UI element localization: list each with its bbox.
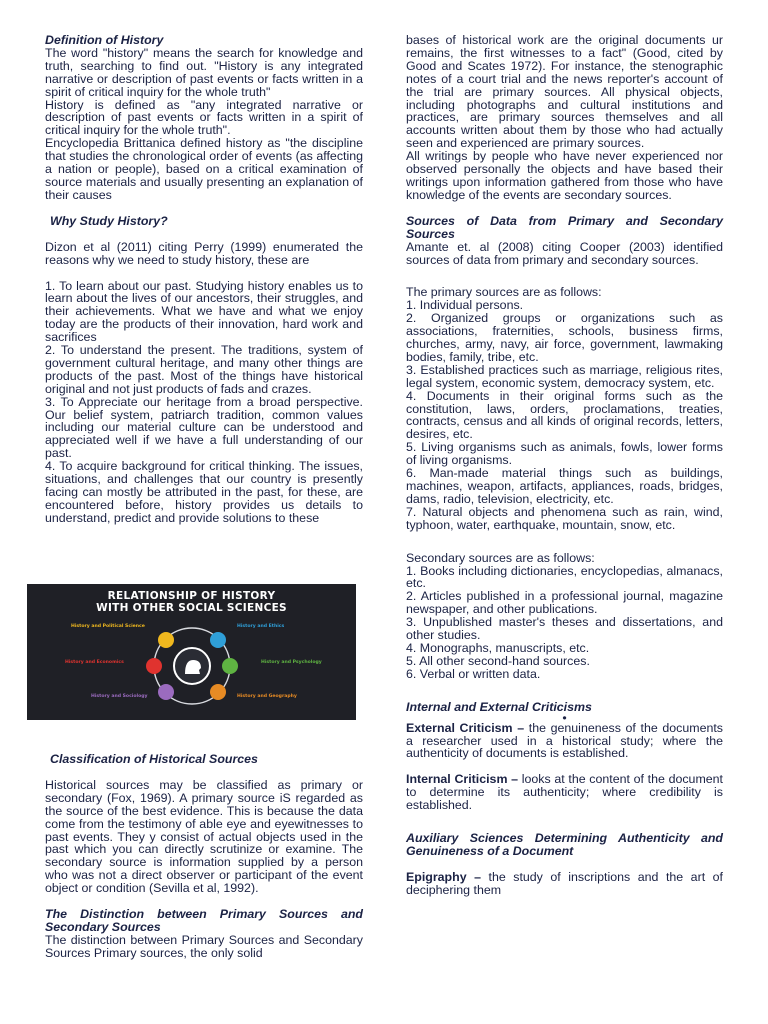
primary-source-item: 1. Individual persons. (406, 298, 524, 313)
primary-bases-paragraph: bases of historical work are the original documents ur remains, the first witnesses to a fact" (Good, cited by Good and Scates 1972). For instance, the stenographic notes of a court trial and the news reporter's account of the trial are primary sources. All physical objects, including photographs and cultural institutions and practices, are primary sources themselves and all accounts written about them by those who had actually seen and experienced are primary sources. (406, 33, 723, 151)
psychology-label: History and Psychology (261, 660, 322, 665)
secondary-source-item: 1. Books including dictionaries, encyclopedias, almanacs, etc. (406, 563, 723, 591)
epigraphy-term: Epigraphy – (406, 869, 481, 884)
ethics-node (210, 632, 226, 648)
epigraphy-paragraph (406, 871, 723, 897)
infographic-title-line-1: RELATIONSHIP OF HISTORY (107, 590, 276, 602)
primary-source-item: 6. Man-made material things such as buildings, machines, weapon, artifacts, appliances, roads, bridges, dams, radio, television, electricity, etc. (406, 466, 723, 506)
distinction-heading: The Distinction between Primary Sources and Secondary Sources (45, 907, 363, 934)
reason-item: 2. To understand the present. The traditions, system of government cultural heritage, and many other things are products of the past. Most of the things have historical original and not just products of fads and crazes. (45, 343, 363, 396)
classification-paragraph: Historical sources may be classified as primary or secondary (Fox, 1969). A primary source iS regarded as the source of the best evidence. This is because the data come from the testimony of able eye and eyewitnesses to past events. They y consist of actual objects used in the past which you can directly scrutinize or examine. The secondary source is information supplied by a person who was not a direct observer or participant of the event object or condition (Sevilla et al, 1992). (45, 777, 363, 896)
reason-item: 3. To Appreciate our heritage from a broad perspective. Our belief system, patriarch tradition, common values including our material culture can be understood and appreciated well if we have a full understanding of our past. (45, 394, 363, 461)
relationship-infographic (27, 584, 356, 720)
economics-node (146, 658, 162, 674)
primary-source-item: 5. Living organisms such as animals, fowls, lower forms of living organisms. (406, 440, 723, 468)
criticisms-heading: Internal and External Criticisms (406, 699, 592, 714)
secondary-sources-intro: Secondary sources are as follows: (406, 550, 595, 565)
political-node (158, 632, 174, 648)
primary-sources-intro: The primary sources are as follows: (406, 285, 602, 300)
definition-paragraph-2: History is defined as "any integrated narrative or description of past events or facts written in a spirit of critical inquiry for the whole truth". (45, 97, 363, 138)
classification-heading: Classification of Historical Sources (50, 752, 258, 766)
infographic-diagram (27, 584, 356, 720)
ethics-label: History and Ethics (237, 624, 285, 629)
sociology-label: History and Sociology (91, 694, 148, 699)
secondary-writings-paragraph: All writings by people who have never experienced nor observed personally the objects and have based their writings upon information gathered from those who have knowledge of the events are secondary sources. (406, 149, 723, 202)
sources-of-data-paragraph: Amante et. al (2008) citing Cooper (2003) identified sources of data from primary and secondary sources. (406, 239, 723, 267)
secondary-source-item: 5. All other second-hand sources. (406, 653, 590, 668)
right-column (406, 34, 723, 897)
reason-item: 1. To learn about our past. Studying history enables us to learn about the lives of our ancestors, their struggles, and their achievements. What we have and what we enjoy today are the products of their innovation, hard work and sacrifices (45, 278, 363, 345)
external-criticism-term: External Criticism – (406, 720, 525, 735)
epigraphy-text: the study of inscriptions and the art of deciphering them (406, 869, 723, 897)
distinction-paragraph: The distinction between Primary Sources and Secondary Sources Primary sources, the only solid (45, 932, 363, 960)
primary-source-item: 2. Organized groups or organizations such as associations, fraternities, schools, business firms, churches, army, navy, air force, government, lawmaking bodies, family, tribe, etc. (406, 311, 723, 364)
internal-criticism-paragraph (406, 773, 723, 812)
sources-of-data-heading: Sources of Data from Primary and Secondary Sources (406, 213, 723, 241)
internal-criticism-text: looks at the content of the document to determine its authenticity; where credibility is established. (406, 772, 723, 813)
internal-criticism-term: Internal Criticism – (406, 772, 519, 787)
why-study-intro: Dizon et al (2011) citing Perry (1999) enumerated the reasons why we need to study history, these are (45, 239, 363, 267)
definition-paragraph-3: Encyclopedia Brittanica defined history as "the discipline that studies the chronological order of events (as affecting a nation or people), based on a critical examination of source materials and usually presenting an explanation of their causes (45, 136, 363, 202)
why-study-heading: Why Study History? (50, 213, 168, 228)
political-label: History and Political Science (71, 624, 145, 629)
secondary-source-item: 2. Articles published in a professional journal, magazine newspaper, and other publications. (406, 589, 723, 617)
psychology-node (222, 658, 238, 674)
sociology-node (158, 684, 174, 700)
external-criticism-text: the genuineness of the documents a researcher used in a historical study; where the authenticity of documents is established. (406, 720, 723, 761)
secondary-source-item: 3. Unpublished master's theses and dissertations, and other studies. (406, 615, 723, 643)
definition-heading: Definition of History (45, 33, 164, 47)
secondary-source-item: 4. Monographs, manuscripts, etc. (406, 640, 590, 655)
geography-label: History and Geography (237, 694, 297, 699)
left-column-lower (45, 753, 363, 960)
primary-source-item: 3. Established practices such as marriage, religious rites, legal system, economic system, democracy system, etc. (406, 362, 723, 390)
auxiliary-sciences-heading: Auxiliary Sciences Determining Authenticity and Genuineness of a Document (406, 831, 723, 858)
primary-source-item: 7. Natural objects and phenomena such as rain, wind, typhoon, water, earthquake, mountain, snow, etc. (406, 504, 723, 532)
secondary-source-item: 6. Verbal or written data. (406, 666, 541, 681)
geography-node (210, 684, 226, 700)
left-column (45, 34, 363, 525)
reason-item: 4. To acquire background for critical thinking. The issues, situations, and challenges that our country is presently facing can mostly be attributed in the past, for these, are encountered before, history provides us details to understand, predict and provide solutions to these (45, 459, 363, 525)
economics-label: History and Economics (65, 660, 124, 665)
external-criticism-paragraph (406, 722, 723, 761)
infographic-title-line-2: WITH OTHER SOCIAL SCIENCES (96, 602, 287, 614)
definition-paragraph-1: The word "history" means the search for knowledge and truth, searching to find out. "History is any integrated narrative or description of past events or facts written in a spirit of critical inquiry for the whole truth" (45, 45, 363, 99)
primary-source-item: 4. Documents in their original forms such as the constitution, laws, orders, proclamations, treaties, contracts, census and all kinds of original records, letters, desires, etc. (406, 388, 723, 442)
bullet-marker: • (562, 710, 567, 725)
